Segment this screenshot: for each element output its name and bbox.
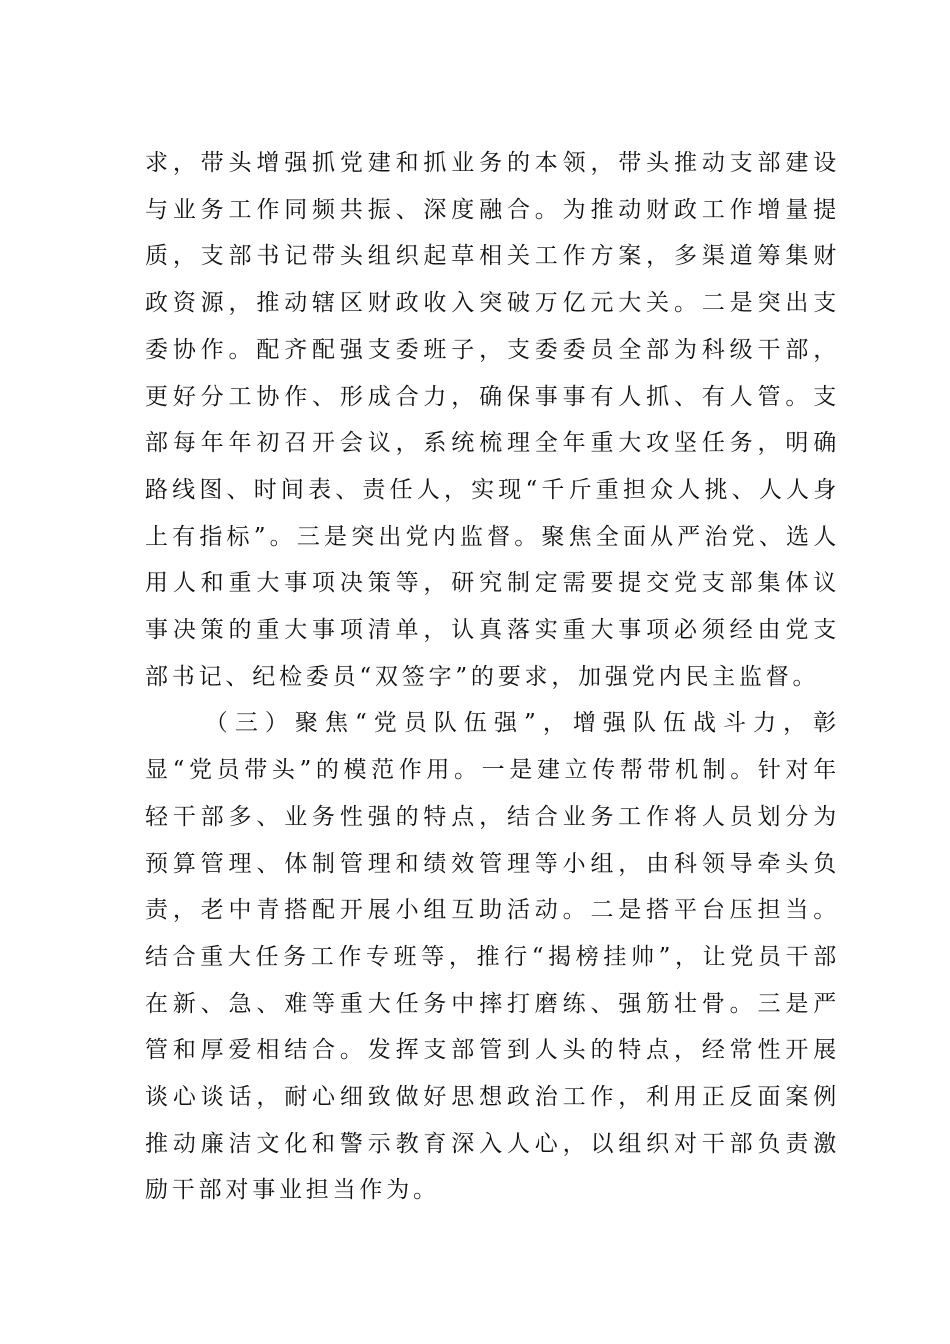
document-body: [145, 140, 840, 1214]
paragraph-continuation: 求，带头增强抓党建和抓业务的本领，带头推动支部建设与业务工作同频共振、深度融合。为推动财政工作增量提质，支部书记带头组织起草相关工作方案，多渠道筹集财政资源，推动辖区财政收入突破万亿元大关。二是突出支委协作。配齐配强支委班子，支委委员全部为科级干部，更好分工协作、形成合力，确保事事有人抓、有人管。支部每年年初召开会议，系统梳理全年重大攻坚任务，明确路线图、时间表、责任人，实现“千斤重担众人挑、人人身上有指标”。三是突出党内监督。聚焦全面从严治党、选人用人和重大事项决策等，研究制定需要提交党支部集体议事决策的重大事项清单，认真落实重大事项必须经由党支部书记、纪检委员“双签字”的要求，加强党内民主监督。: [145, 150, 840, 690]
paragraph-section-three: （三）聚焦“党员队伍强”，增强队伍战斗力，彰显“党员带头”的模范作用。一是建立传帮带机制。针对年轻干部多、业务性强的特点，结合业务工作将人员划分为预算管理、体制管理和绩效管理等小组，由科领导牵头负责，老中青搭配开展小组互助活动。二是搭平台压担当。结合重大任务工作专班等，推行“揭榜挂帅”，让党员干部在新、急、难等重大任务中摔打磨练、强筋壮骨。三是严管和厚爱相结合。发挥支部管到人头的特点，经常性开展谈心谈话，耐心细致做好思想政治工作，利用正反面案例推动廉洁文化和警示教育深入人心，以组织对干部负责激励干部对事业担当作为。: [145, 710, 840, 1204]
